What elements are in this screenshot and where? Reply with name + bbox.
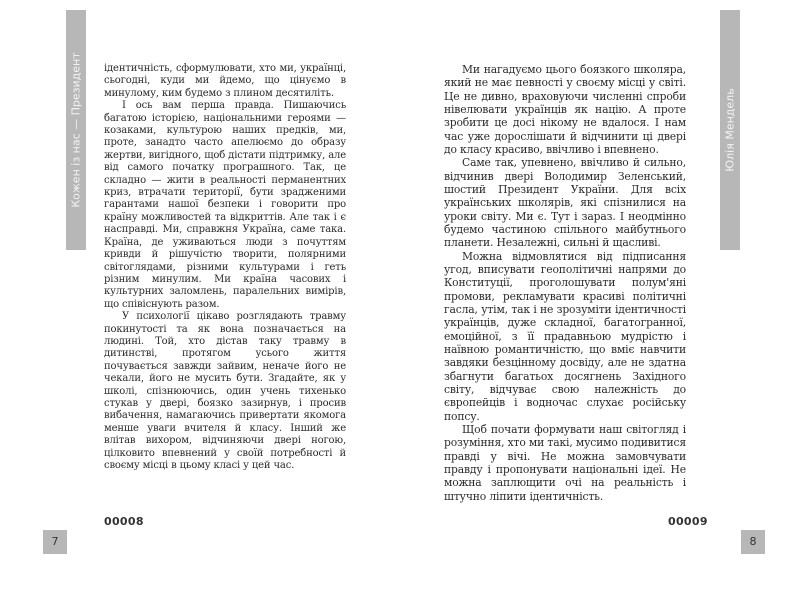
left-page-number: 7: [43, 530, 67, 554]
right-paragraph-4: Щоб почати формувати наш світогляд і розуміння, хто ми такі, мусимо подивитися правді у вічі. Не можна замовчувати правду і пропонувати національні ідеї. Не можна заплющити очі на реальність і штучно ліпити ідентичність.: [444, 422, 687, 503]
left-paragraph-1: ідентичність, сформулювати, хто ми, українці, сьогодні, куди ми йдемо, що цінуємо в минулому, ким будемо з плином десятиліть.: [104, 63, 346, 99]
left-paragraph-3: У психології цікаво розглядають травму покинутості та як вона позначається на людині. Той, хто дістав таку травму в дитинстві, протягом усього життя почувається завжди зайвим, неначе його не чекали, його не мусить бути. Згадайте, як у школі, спізнюючись, один учень тихенько стукав у двері, боязко зазирнув, і просив вибачення, намагаючись привертати якомога менше уваги вчителя й класу. Інший же влітав вихором, відчиняючи двері ногою, цілковито впевнений у своїй потребності й своєму місці в цьому класі у цей час.: [104, 311, 346, 471]
left-page-body: [104, 63, 346, 472]
right-paragraph-2: Саме так, упевнено, ввічливо й сильно, відчинив двері Володимир Зеленський, шостий Президент України. Для всіх українських школярів, які спізнилися на уроки світу. Ми є. Тут і зараз. І неодмінно будемо частиною спільного майбутнього планети. Незалежні, сильні й щасливі.: [444, 156, 686, 250]
left-running-head-tab: [66, 10, 86, 250]
right-running-head: Юлія Мендель: [723, 88, 737, 172]
right-paragraph-3: Можна відмовлятися від підписання угод, вписувати геополітичні напрями до Конституції, проголошувати полум'яні промови, рекламувати красиві політичні гасла, утім, так і не зрозуміти ідентичності українців, дуже складної, багатогранної, емоційної, з її прадавньою мудрістю і наївною романтичністю, що вміє навчити завдяки безцінному досвіду, але не здатна збагнути багатьох досягнень Західного світу, відчуває свою належність до європейців і водночас слухає російську попсу.: [444, 249, 686, 423]
left-running-head: Кожен із нас — Президент: [69, 52, 83, 208]
right-paragraph-1: Ми нагадуємо цього боязкого школяра, який не має певності у своєму місці у світі. Це не дивно, враховуючи численні спроби нівелювати українців як націю. А проте зробити це досі нікому не вдалося. І нам час уже дорослішати й відчинити ці двері до класу красиво, ввічливо і впевнено.: [444, 63, 686, 156]
right-page-body: [444, 63, 686, 503]
left-paragraph-2: І ось вам перша правда. Пишаючись багатою історією, національними героями — козаками, культурою наших предків, ми, проте, занадто часто апелюємо до образу жертви, вигідного, щоб дістати підтримку, але від самого початку програшного. Так, це складно — жити в реальності перманентних криз, втрачати території, бути зрадженими гарантами нашої безпеки і говорити про країну можливостей та відкриттів. Але так і є насправді. Ми, справжня Україна, саме така. Країна, де уживаються люди з почуттям кривди й рішучістю творити, полярними світоглядами, різними культурами і геть різним минулим. Ми країна часових і культурних заломлень, паралельних вимірів, що співіснують разом.: [104, 100, 346, 310]
right-page-code: 00009: [668, 515, 708, 528]
right-page-number: 8: [741, 530, 765, 554]
left-page-code: 00008: [104, 515, 144, 528]
right-running-head-tab: [720, 10, 740, 250]
